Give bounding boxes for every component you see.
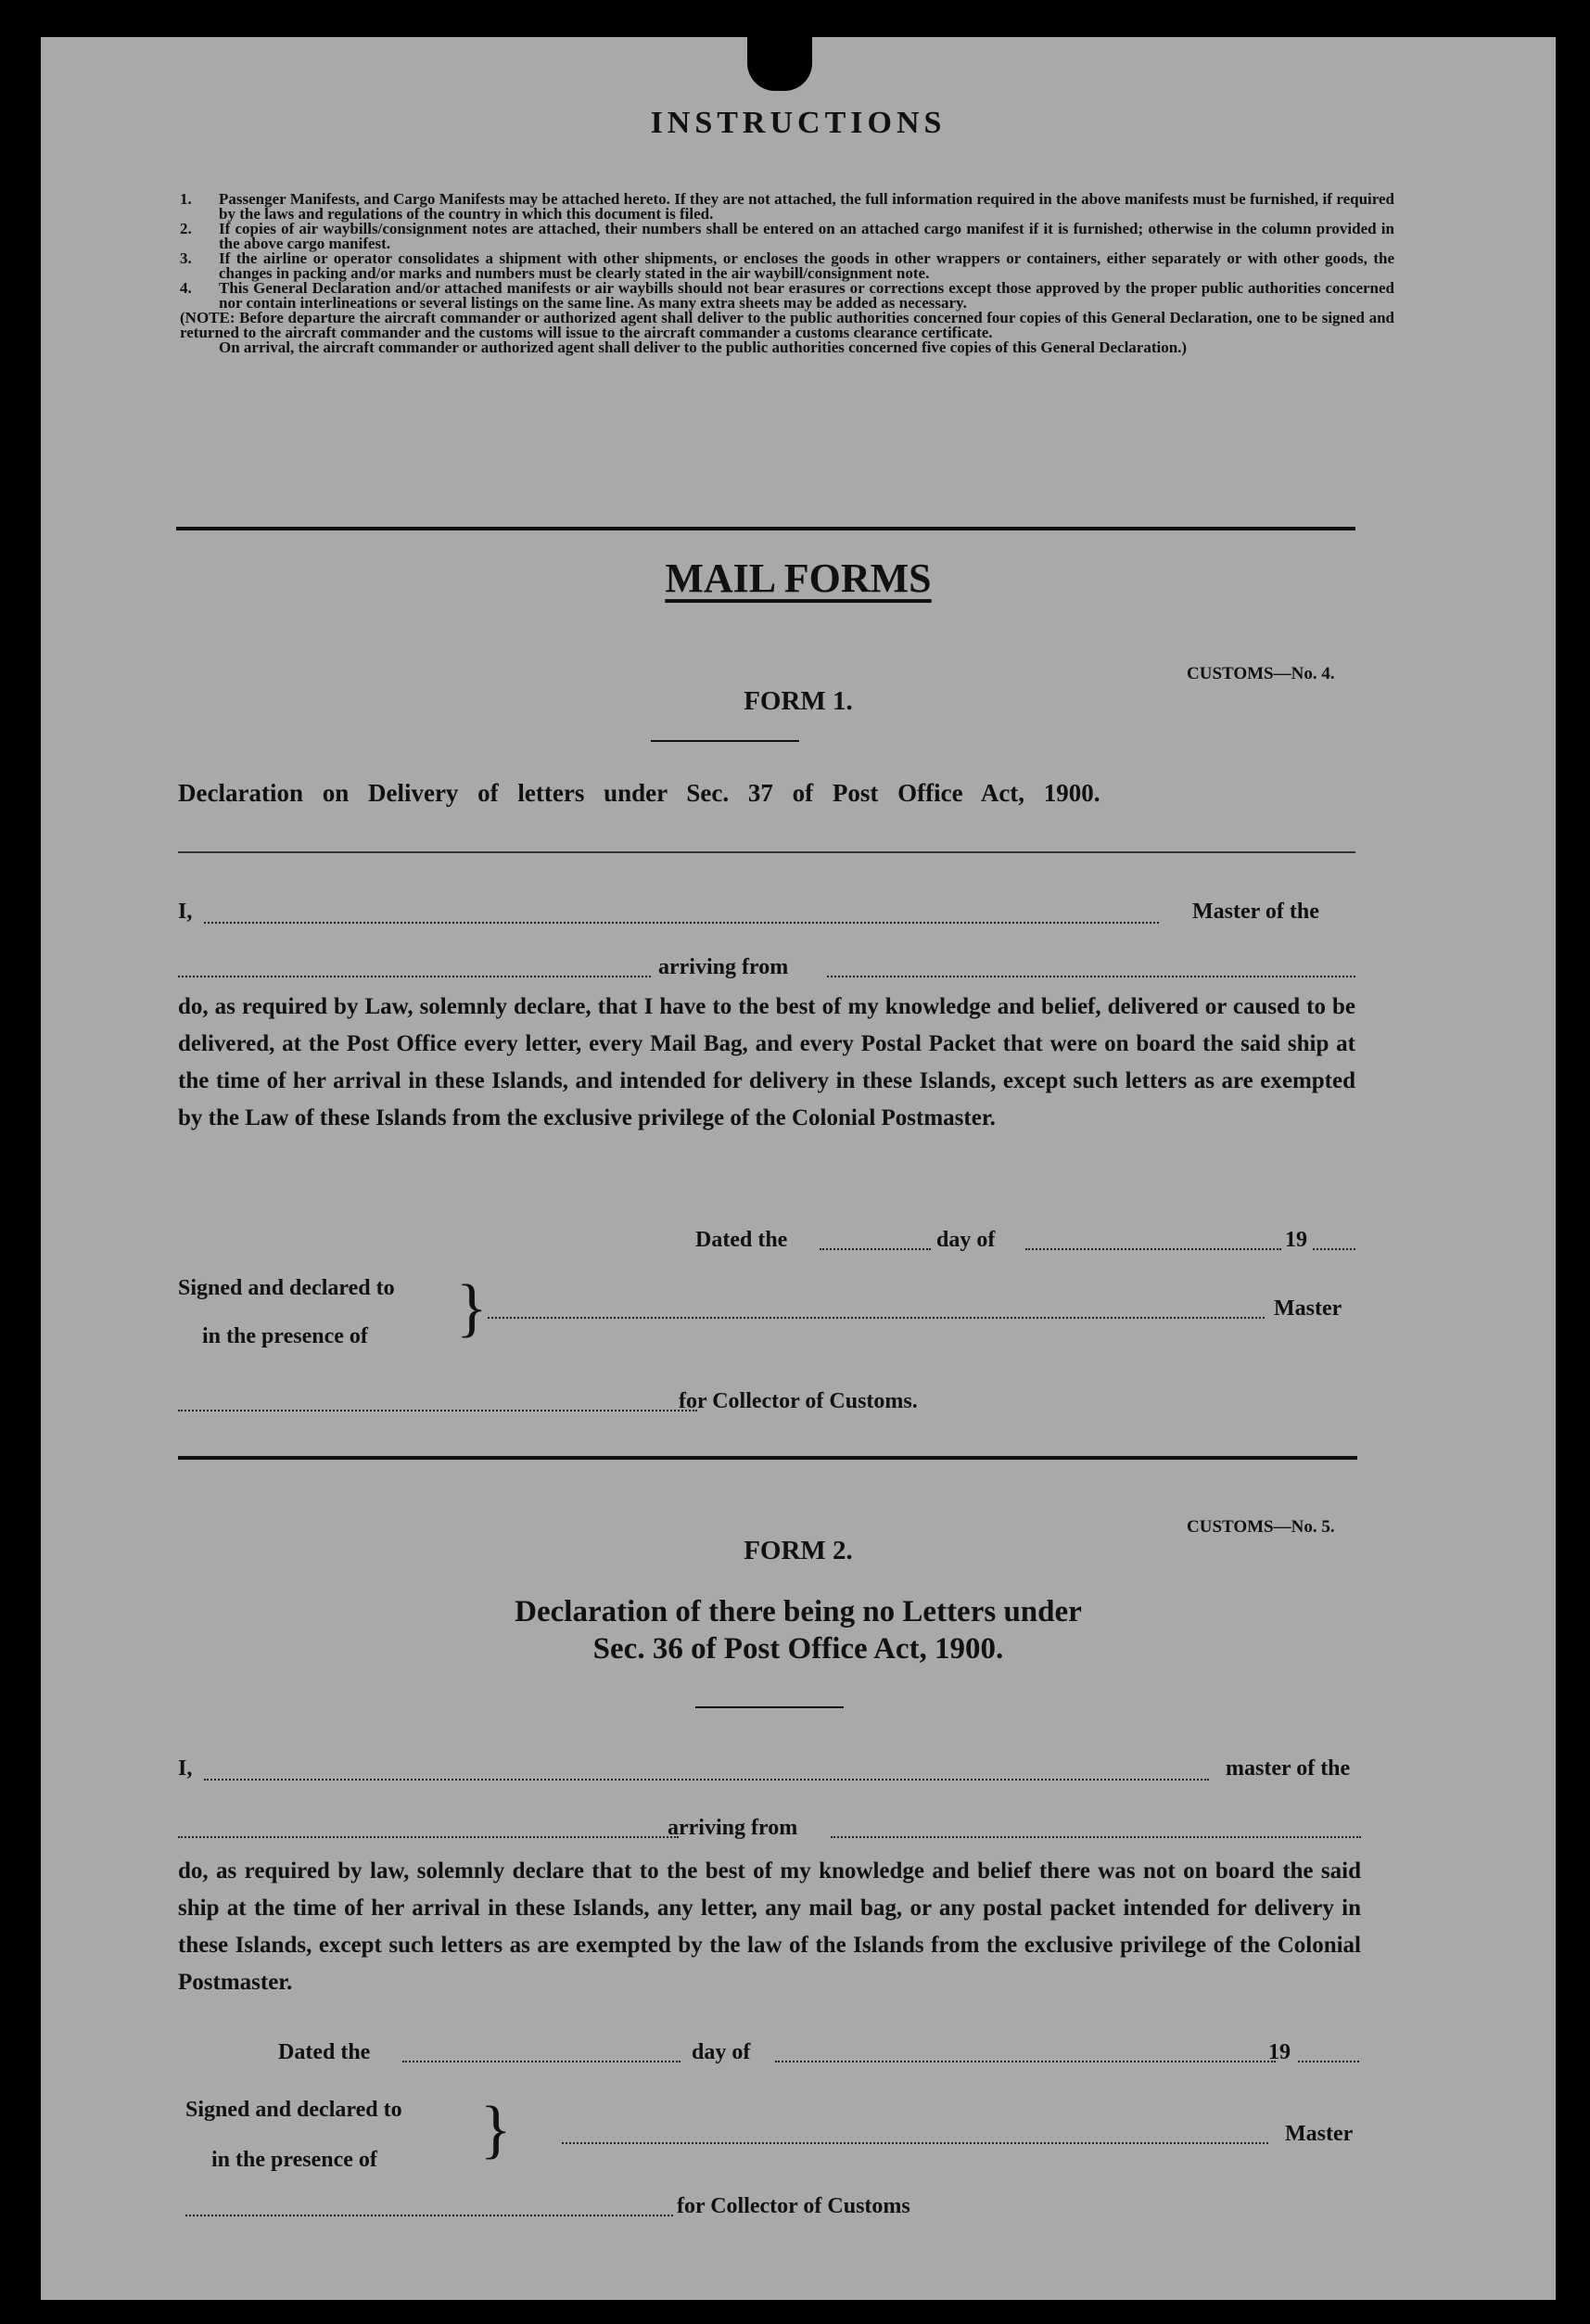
- form2-body: do, as required by law, solemnly declare that to the best of my knowledge and belief there was not on board the said ship at the time of her arrival in these Islands, any letter, any mail bag, or any postal packet intended for delivery in these Islands, except such letters as are exempted by the law of the Islands from the exclusive privilege of the Colonial Postmaster.: [178, 1858, 1361, 1995]
- instruction-item: [180, 251, 1394, 281]
- form2-origin-field[interactable]: [831, 1836, 1361, 1838]
- form1-master-of-the: Master of the: [1192, 900, 1319, 924]
- instructions-list: [180, 192, 1394, 355]
- customs-number: CUSTOMS—No. 5.: [1187, 1517, 1335, 1537]
- form1-signed-line1: Signed and declared to: [178, 1276, 395, 1300]
- form1-collector-label: for Collector of Customs.: [679, 1389, 918, 1413]
- form2-master-label: Master: [1285, 2122, 1354, 2146]
- form2-heading-line1: Declaration of there being no Letters under: [515, 1595, 1082, 1628]
- form1-heading: Declaration on Delivery of letters under Sec. 37 of Post Office Act, 1900.: [178, 779, 1100, 807]
- instruction-number: 4.: [180, 279, 192, 297]
- form2-year-label: 19: [1268, 2040, 1291, 2064]
- form2-master-field[interactable]: [562, 2142, 1268, 2144]
- instruction-item: [180, 222, 1394, 251]
- form2-collector-label: for Collector of Customs: [677, 2194, 910, 2218]
- form2-title: FORM 2.: [744, 1536, 853, 1565]
- form1-master-label: Master: [1274, 1296, 1342, 1321]
- form2-date-day-field[interactable]: [402, 2061, 681, 2062]
- form1-collector-field[interactable]: [178, 1410, 697, 1411]
- form-divider-rule: [178, 1456, 1357, 1460]
- instruction-item: [180, 281, 1394, 311]
- form1-name-field[interactable]: [204, 922, 1159, 924]
- paper-tear: [747, 33, 812, 91]
- instruction-number: 2.: [180, 220, 192, 237]
- form2-title-rule: [695, 1706, 844, 1708]
- instruction-text: If the airline or operator consolidates a shipment with other shipments, or encloses the goods in other wrappers or containers, either separately or with other goods, the changes in packing and/or marks and numbers must be clearly stated in the air waybill/consignment note.: [219, 249, 1394, 282]
- form1-master-field[interactable]: [488, 1317, 1265, 1319]
- form2-name-field[interactable]: [204, 1779, 1209, 1781]
- form2-arriving-from: arriving from: [668, 1816, 798, 1840]
- mail-forms-title: MAIL FORMS: [665, 555, 932, 601]
- form2-heading-line2: Sec. 36 of Post Office Act, 1900.: [592, 1632, 1004, 1666]
- instruction-text: Passenger Manifests, and Cargo Manifests may be attached hereto. If they are not attached, the full information required in the above manifests must be furnished, if required by the laws and regulations of the country in which this document is filed.: [219, 190, 1394, 223]
- form1-title: FORM 1.: [744, 686, 853, 716]
- form1-ship-field[interactable]: [178, 976, 651, 977]
- form1-date-month-field[interactable]: [1025, 1248, 1281, 1250]
- instruction-text: If copies of air waybills/consignment notes are attached, their numbers shall be entered on an attached cargo manifest if it is furnished; otherwise in the column provided in the above cargo manifest.: [219, 220, 1394, 252]
- instruction-text: This General Declaration and/or attached manifests or air waybills should not bear erasures or corrections except those approved by the proper public authorities concerned nor contain interlineations or several listings on the same line. As many extra sheets may be added as necessary.: [219, 279, 1394, 312]
- form1-dated-the: Dated the: [695, 1228, 788, 1252]
- form1-title-rule: [651, 740, 799, 742]
- form2-date-month-field[interactable]: [775, 2061, 1276, 2062]
- instruction-number: 3.: [180, 249, 192, 267]
- form1-brace: }: [456, 1272, 488, 1344]
- form1-i-label: I,: [178, 900, 193, 924]
- customs-number: CUSTOMS—No. 4.: [1187, 664, 1335, 683]
- document-sheet: [41, 37, 1556, 2300]
- instructions-title: INSTRUCTIONS: [650, 106, 947, 140]
- form1-day-of: day of: [936, 1228, 996, 1252]
- form2-signed-line1: Signed and declared to: [185, 2098, 402, 2122]
- form1-body: do, as required by Law, solemnly declare, that I have to the best of my knowledge and belief, delivered or caused to be delivered, at the Post Office every letter, every Mail Bag, and every Postal Packet that were on board the said ship at the time of her arrival in these Islands, and intended for delivery in these Islands, except such letters as are exempted by the Law of these Islands from the exclusive privilege of the Colonial Postmaster.: [178, 994, 1355, 1130]
- form1-year-field[interactable]: [1313, 1248, 1355, 1250]
- form1-heading-rule: [178, 851, 1355, 853]
- form2-year-field[interactable]: [1298, 2061, 1359, 2062]
- form1-origin-field[interactable]: [827, 976, 1355, 977]
- instruction-item: [180, 192, 1394, 222]
- form2-signed-line2: in the presence of: [211, 2148, 377, 2172]
- form2-collector-field[interactable]: [185, 2215, 673, 2216]
- form2-master-of-the: master of the: [1226, 1756, 1351, 1781]
- instruction-note: (NOTE: Before departure the aircraft commander or authorized agent shall deliver to the public authorities concerned four copies of this General Declaration, one to be signed and returned to the aircraft commander and the customs will issue to the aircraft commander a customs clearance certificate.: [180, 309, 1394, 341]
- form2-day-of: day of: [692, 2040, 751, 2064]
- form2-brace: }: [480, 2094, 512, 2165]
- form2-dated-the: Dated the: [278, 2040, 371, 2064]
- form1-arriving-from: arriving from: [658, 955, 789, 979]
- form1-signed-line2: in the presence of: [202, 1324, 368, 1348]
- divider-rule: [176, 527, 1355, 530]
- form2-ship-field[interactable]: [178, 1836, 679, 1838]
- form1-year-label: 19: [1285, 1228, 1307, 1252]
- instruction-number: 1.: [180, 190, 192, 208]
- instruction-note-arrival: On arrival, the aircraft commander or authorized agent shall deliver to the public authorities concerned five copies of this General Declaration.): [219, 338, 1188, 356]
- form1-date-day-field[interactable]: [820, 1248, 931, 1250]
- form2-i-label: I,: [178, 1756, 193, 1781]
